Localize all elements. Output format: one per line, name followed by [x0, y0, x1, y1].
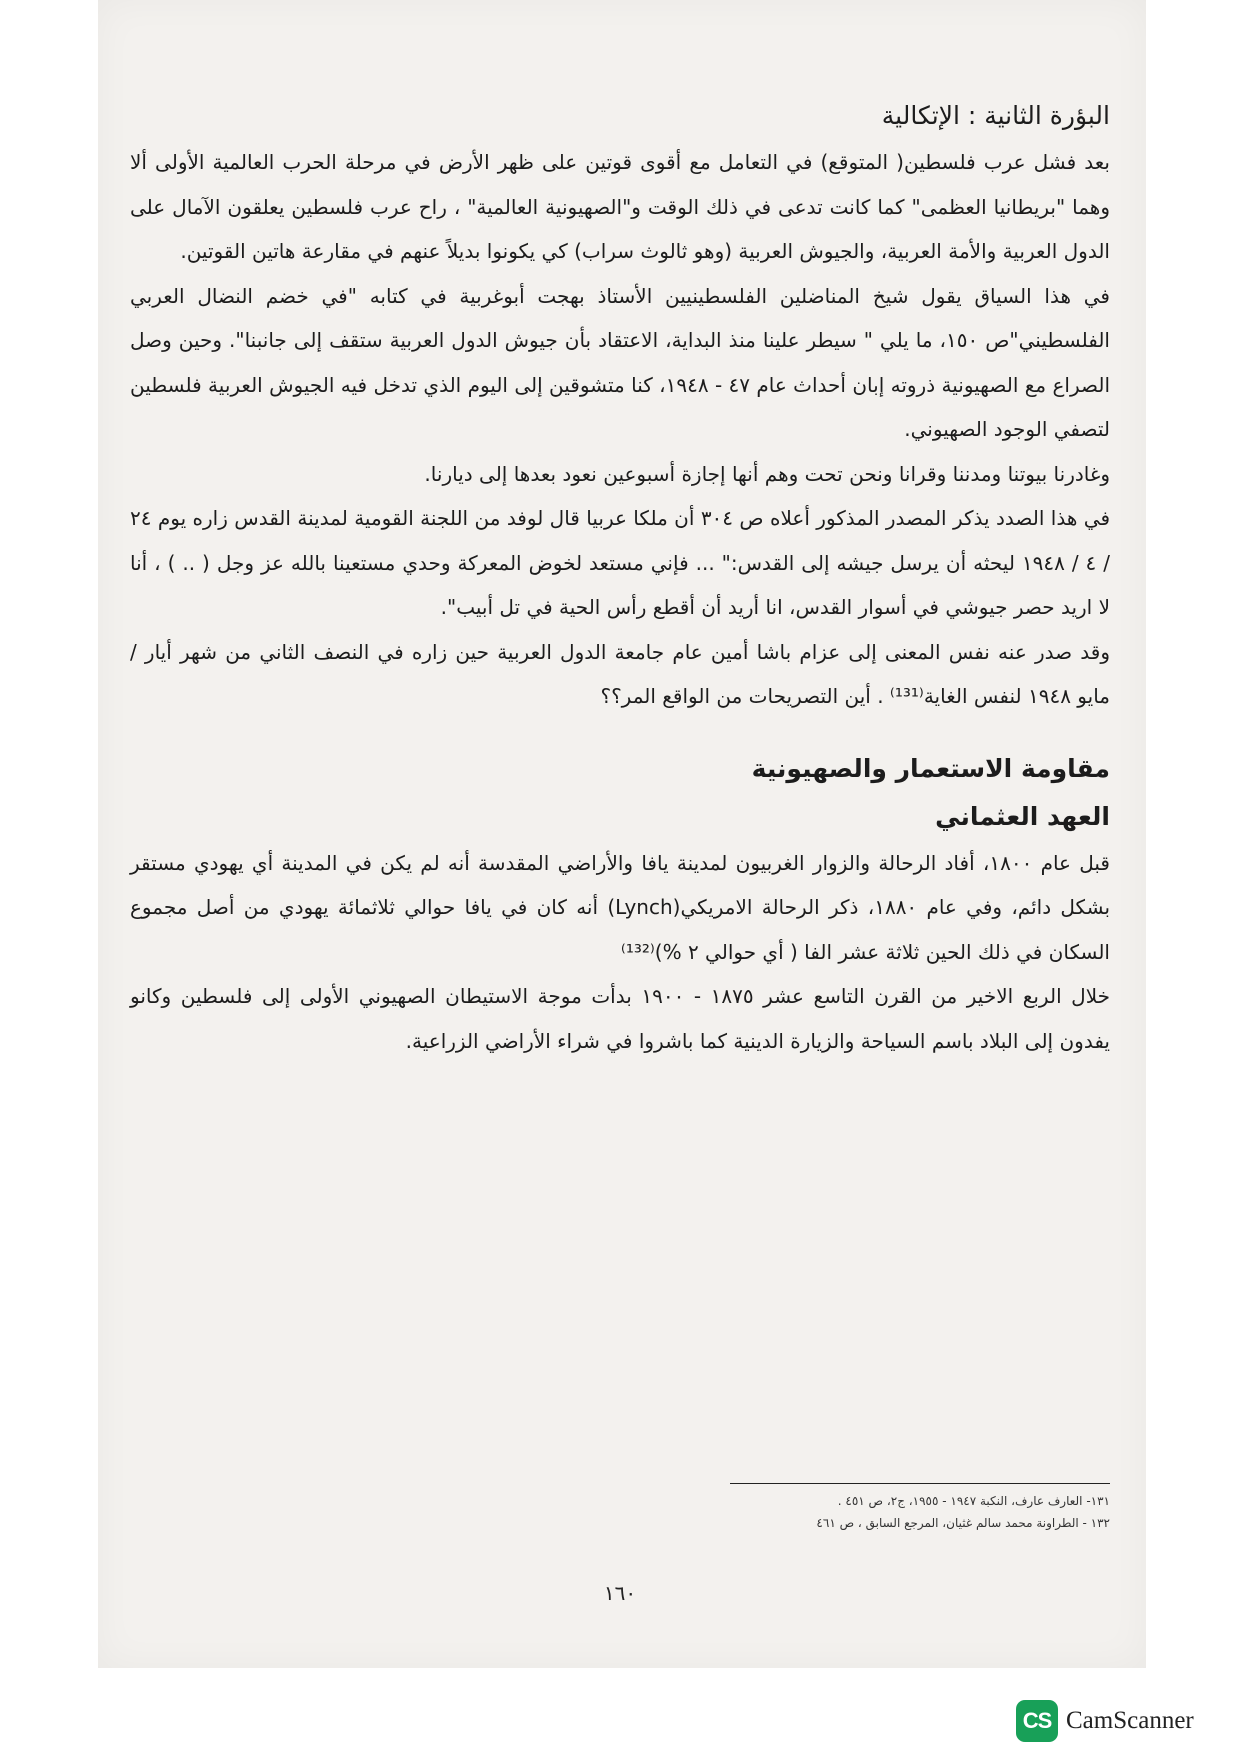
camscanner-brand-text: CamScanner: [1066, 1707, 1194, 1734]
paragraph-5: وقد صدر عنه نفس المعنى إلى عزام باشا أمين عام جامعة الدول العربية حين زاره في النصف الثاني من شهر أيار / مايو ١٩٤٨ لنفس الغاية⁽¹³¹⁾ . أين التصريحات من الواقع المر؟؟: [130, 639, 1110, 708]
heading-ottoman-era: العهد العثماني: [935, 801, 1110, 831]
section-spacer: [130, 719, 1110, 745]
paragraph-6: قبل عام ١٨٠٠، أفاد الرحالة والزوار الغربيون لمدينة يافا والأراضي المقدسة أنه لم يكن في المدينة أي يهودي مستقر بشكل دائم، وفي عام ١٨٨٠، ذكر الرحالة الامريكي(Lynch) أنه كان في يافا حوالي ثلاثمائة يهودي من أصل مجموع السكان في ذلك الحين ثلاثة عشر الفا ( أي حوالي ٢ %)⁽¹³²⁾: [130, 850, 1111, 964]
footnote-132: ١٣٢ - الطراونة محمد سالم غثيان، المرجع السابق ، ص ٤٦١: [816, 1516, 1110, 1530]
heading-resistance: مقاومة الاستعمار والصهيونية: [751, 753, 1110, 783]
paragraph-4: في هذا الصدد يذكر المصدر المذكور أعلاه ص ٣٠٤ أن ملكا عربيا قال لوفد من اللجنة القومية لمدينة القدس زاره يوم ٢٤ / ٤ / ١٩٤٨ ليحثه أن يرسل جيشه إلى القدس:" ... فإني مستعد لخوض المعركة وحدي مستعينا بالله عز وجل ( .. ) ، أنا لا اريد حصر جيوشي في أسوار القدس، انا أريد أن أقطع رأس الحية في تل أبيب".: [130, 506, 1111, 619]
paragraph-2: في هذا السياق يقول شيخ المناضلين الفلسطينيين الأستاذ بهجت أبوغربية في كتابه "في خضم النضال العربي الفلسطيني"ص ١٥٠، ما يلي " سيطر علينا منذ البداية، الاعتقاد بأن جيوش الدول العربية ستقف إلى جانبنا". وحين وصل الصراع مع الصهيونية ذروته إبان أحداث عام ٤٧ - ١٩٤٨، كنا متشوقين إلى اليوم الذي تدخل فيه الجيوش العربية فلسطين لتصفي الوجود الصهيوني.: [130, 283, 1111, 441]
footnote-divider: [730, 1483, 1110, 1484]
paragraph-3: وغادرنا بيوتنا ومدننا وقرانا ونحن تحت وهم أنها إجازة أسبوعين نعود بعدها إلى ديارنا.: [424, 461, 1110, 486]
page-number: ١٦٠: [603, 1581, 637, 1605]
footnote-131: ١٣١- العارف عارف، النكبة ١٩٤٧ - ١٩٥٥، ج٢، ص ٤٥١ .: [837, 1494, 1110, 1508]
paragraph-1: بعد فشل عرب فلسطين( المتوقع) في التعامل مع أقوى قوتين على ظهر الأرض في مرحلة الحرب العالمية الأولى ألا وهما "بريطانيا العظمى" كما كانت تدعى في ذلك الوقت و"الصهيونية العالمية" ، راح عرب فلسطين يعلقون الآمال على الدول العربية والأمة العربية، والجيوش العربية (وهو ثالوث سراب) كي يكونوا بديلاً عنهم في مقارعة هاتين القوتين.: [130, 150, 1110, 263]
heading-reliance: البؤرة الثانية : الإتكالية: [881, 101, 1110, 130]
page-body: [130, 92, 1110, 1063]
footnotes: [730, 1490, 1110, 1534]
camscanner-watermark: [1016, 1700, 1194, 1742]
camscanner-logo-icon: CS: [1016, 1700, 1058, 1742]
paragraph-7: خلال الربع الاخير من القرن التاسع عشر ١٨٧٥ - ١٩٠٠ بدأت موجة الاستيطان الصهيوني الأولى إلى فلسطين وكانو يفدون إلى البلاد باسم السياحة والزيارة الدينية كما باشروا في شراء الأراضي الزراعية.: [130, 984, 1110, 1053]
